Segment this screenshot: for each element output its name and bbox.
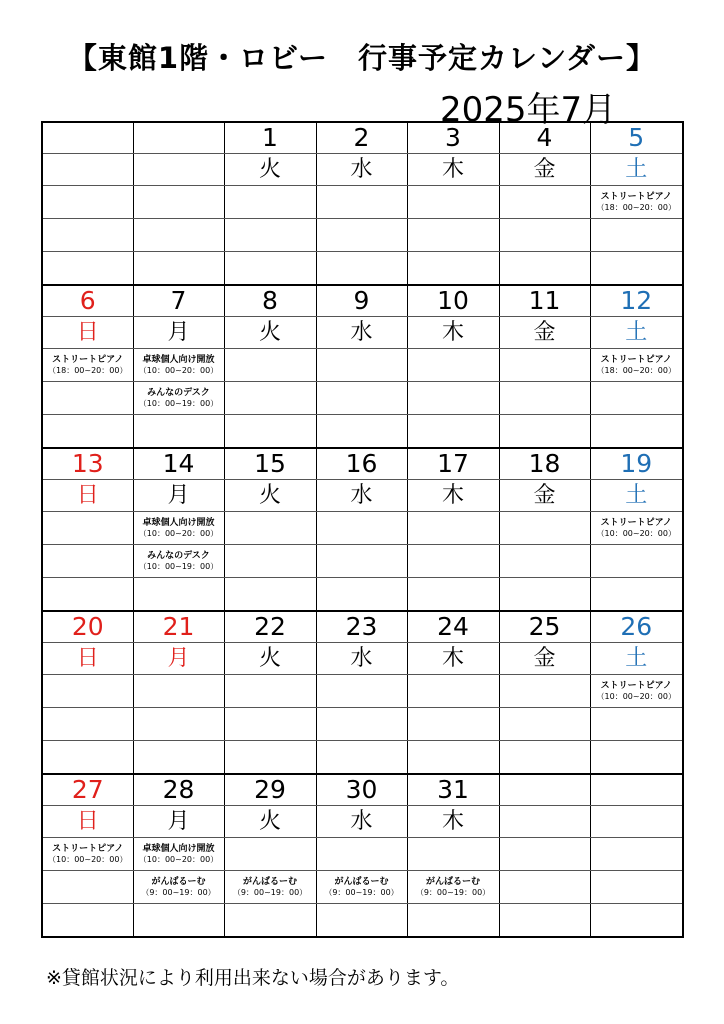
empty-cell <box>224 578 316 612</box>
weekday-label: 土 <box>590 480 683 512</box>
event-cell <box>133 349 224 382</box>
empty-cell <box>316 675 407 708</box>
week-day-number-row <box>42 448 683 480</box>
day-number: 10 <box>407 285 499 317</box>
event-row <box>42 512 683 545</box>
weekday-label: 木 <box>407 806 499 838</box>
empty-cell <box>499 871 590 904</box>
empty-cell <box>133 578 224 612</box>
empty-cell <box>316 186 407 219</box>
empty-cell <box>42 382 133 415</box>
empty-cell <box>590 415 683 449</box>
empty-cell <box>316 252 407 286</box>
week-weekday-row <box>42 154 683 186</box>
week-day-number-row <box>42 285 683 317</box>
event-row <box>42 545 683 578</box>
day-number: 8 <box>224 285 316 317</box>
empty-cell <box>224 838 316 871</box>
empty-cell <box>499 219 590 252</box>
day-number: 14 <box>133 448 224 480</box>
event-time: （10：00~20：00） <box>596 529 676 538</box>
event-row <box>42 186 683 219</box>
day-number: 20 <box>42 611 133 643</box>
event-time: （10：00~19：00） <box>138 399 219 408</box>
empty-cell <box>42 741 133 775</box>
event-time: （18：00~20：00） <box>596 366 676 375</box>
event-time: （9：00~19：00） <box>415 888 491 897</box>
day-number: 12 <box>590 285 683 317</box>
event-name: ストリートピアノ <box>52 844 124 854</box>
empty-cell <box>499 349 590 382</box>
empty-cell <box>499 838 590 871</box>
day-number: 15 <box>224 448 316 480</box>
event-name: がんばるーむ <box>151 877 206 887</box>
empty-cell <box>499 415 590 449</box>
empty-cell <box>316 578 407 612</box>
empty-cell <box>42 578 133 612</box>
weekday-label: 水 <box>316 643 407 675</box>
month-label: 2025年7月 <box>440 90 617 130</box>
day-number: 3 <box>407 122 499 154</box>
event-time: （10：00~20：00） <box>48 855 128 864</box>
empty-cell <box>407 675 499 708</box>
empty-cell <box>407 904 499 938</box>
week-weekday-row <box>42 317 683 349</box>
weekday-label: 土 <box>590 643 683 675</box>
weekday-label: 日 <box>42 643 133 675</box>
empty-cell <box>407 415 499 449</box>
day-number: 9 <box>316 285 407 317</box>
weekday-label <box>42 154 133 186</box>
day-number: 31 <box>407 774 499 806</box>
weekday-label: 月 <box>133 480 224 512</box>
event-name: ストリートピアノ <box>600 192 672 202</box>
weekday-label: 金 <box>499 643 590 675</box>
event-row <box>42 871 683 904</box>
week-weekday-row <box>42 806 683 838</box>
empty-cell <box>224 219 316 252</box>
weekday-label: 金 <box>499 317 590 349</box>
empty-cell <box>133 252 224 286</box>
day-number: 25 <box>499 611 590 643</box>
day-number: 29 <box>224 774 316 806</box>
empty-cell <box>224 904 316 938</box>
event-row <box>42 219 683 252</box>
empty-cell <box>499 512 590 545</box>
weekday-label <box>133 154 224 186</box>
day-number: 16 <box>316 448 407 480</box>
empty-cell <box>316 382 407 415</box>
empty-cell <box>316 545 407 578</box>
event-row <box>42 578 683 612</box>
page-title: 【東館1階・ロビー 行事予定カレンダー】 <box>67 41 657 75</box>
empty-cell <box>407 578 499 612</box>
event-row <box>42 904 683 938</box>
weekday-label <box>590 806 683 838</box>
empty-cell <box>407 252 499 286</box>
day-number: 18 <box>499 448 590 480</box>
empty-cell <box>224 382 316 415</box>
empty-cell <box>224 708 316 741</box>
day-number: 7 <box>133 285 224 317</box>
event-time: （9：00~19：00） <box>232 888 308 897</box>
day-number <box>133 122 224 154</box>
event-name: がんばるーむ <box>242 877 297 887</box>
empty-cell <box>590 382 683 415</box>
empty-cell <box>133 415 224 449</box>
calendar-grid <box>41 121 684 938</box>
weekday-label: 月 <box>133 806 224 838</box>
day-number: 24 <box>407 611 499 643</box>
event-name: みんなのデスク <box>147 388 210 398</box>
event-cell <box>133 382 224 415</box>
day-number: 23 <box>316 611 407 643</box>
event-row <box>42 838 683 871</box>
empty-cell <box>316 904 407 938</box>
empty-cell <box>407 512 499 545</box>
empty-cell <box>407 349 499 382</box>
event-cell <box>133 512 224 545</box>
weekday-label: 水 <box>316 806 407 838</box>
week-day-number-row <box>42 611 683 643</box>
empty-cell <box>499 904 590 938</box>
empty-cell <box>224 675 316 708</box>
event-name: ストリートピアノ <box>52 355 124 365</box>
day-number: 22 <box>224 611 316 643</box>
event-cell <box>133 871 224 904</box>
weekday-label: 木 <box>407 317 499 349</box>
empty-cell <box>42 219 133 252</box>
event-cell <box>42 838 133 871</box>
week-day-number-row <box>42 122 683 154</box>
day-number <box>590 774 683 806</box>
empty-cell <box>42 545 133 578</box>
empty-cell <box>316 512 407 545</box>
event-name: ストリートピアノ <box>600 355 672 365</box>
empty-cell <box>224 741 316 775</box>
event-time: （10：00~20：00） <box>138 855 219 864</box>
event-cell <box>590 186 683 219</box>
event-name: がんばるーむ <box>425 877 480 887</box>
weekday-label: 火 <box>224 154 316 186</box>
event-row <box>42 741 683 775</box>
empty-cell <box>133 675 224 708</box>
footer-note: ※貸館状況により利用出来ない場合があります。 <box>46 967 460 989</box>
day-number: 21 <box>133 611 224 643</box>
empty-cell <box>499 382 590 415</box>
weekday-label: 火 <box>224 317 316 349</box>
day-number: 17 <box>407 448 499 480</box>
day-number: 1 <box>224 122 316 154</box>
day-number: 27 <box>42 774 133 806</box>
empty-cell <box>42 708 133 741</box>
empty-cell <box>499 578 590 612</box>
day-number: 13 <box>42 448 133 480</box>
empty-cell <box>590 838 683 871</box>
weekday-label: 日 <box>42 317 133 349</box>
day-number: 28 <box>133 774 224 806</box>
empty-cell <box>407 545 499 578</box>
event-cell <box>407 871 499 904</box>
week-weekday-row <box>42 643 683 675</box>
empty-cell <box>224 415 316 449</box>
empty-cell <box>224 349 316 382</box>
event-name: 卓球個人向け開放 <box>142 355 215 365</box>
event-cell <box>590 675 683 708</box>
day-number: 30 <box>316 774 407 806</box>
empty-cell <box>407 186 499 219</box>
week-day-number-row <box>42 774 683 806</box>
empty-cell <box>590 741 683 775</box>
weekday-label: 日 <box>42 806 133 838</box>
weekday-label: 木 <box>407 480 499 512</box>
event-name: 卓球個人向け開放 <box>142 518 215 528</box>
weekday-label: 土 <box>590 317 683 349</box>
day-number: 2 <box>316 122 407 154</box>
empty-cell <box>42 512 133 545</box>
empty-cell <box>133 219 224 252</box>
empty-cell <box>499 252 590 286</box>
empty-cell <box>407 708 499 741</box>
empty-cell <box>499 708 590 741</box>
day-number: 11 <box>499 285 590 317</box>
event-time: （10：00~19：00） <box>138 562 219 571</box>
weekday-label: 水 <box>316 480 407 512</box>
empty-cell <box>590 708 683 741</box>
empty-cell <box>42 871 133 904</box>
weekday-label: 火 <box>224 480 316 512</box>
empty-cell <box>407 219 499 252</box>
weekday-label: 火 <box>224 806 316 838</box>
empty-cell <box>316 415 407 449</box>
day-number: 19 <box>590 448 683 480</box>
empty-cell <box>133 708 224 741</box>
day-number: 4 <box>499 122 590 154</box>
event-name: みんなのデスク <box>147 551 210 561</box>
weekday-label: 木 <box>407 643 499 675</box>
empty-cell <box>42 904 133 938</box>
day-number: 6 <box>42 285 133 317</box>
empty-cell <box>133 186 224 219</box>
empty-cell <box>499 675 590 708</box>
weekday-label: 木 <box>407 154 499 186</box>
weekday-label: 水 <box>316 154 407 186</box>
empty-cell <box>590 252 683 286</box>
event-row <box>42 382 683 415</box>
empty-cell <box>316 838 407 871</box>
event-row <box>42 675 683 708</box>
weekday-label: 金 <box>499 480 590 512</box>
empty-cell <box>590 578 683 612</box>
empty-cell <box>316 349 407 382</box>
empty-cell <box>42 186 133 219</box>
event-name: ストリートピアノ <box>600 681 672 691</box>
empty-cell <box>224 545 316 578</box>
event-time: （10：00~20：00） <box>138 366 219 375</box>
empty-cell <box>499 545 590 578</box>
event-name: 卓球個人向け開放 <box>142 844 215 854</box>
empty-cell <box>590 871 683 904</box>
event-row <box>42 349 683 382</box>
empty-cell <box>407 741 499 775</box>
event-time: （9：00~19：00） <box>324 888 399 897</box>
weekday-label: 水 <box>316 317 407 349</box>
day-number: 26 <box>590 611 683 643</box>
event-time: （10：00~20：00） <box>596 692 676 701</box>
event-row <box>42 415 683 449</box>
event-cell <box>42 349 133 382</box>
event-name: がんばるーむ <box>334 877 389 887</box>
event-cell <box>224 871 316 904</box>
weekday-label: 月 <box>133 643 224 675</box>
weekday-label: 日 <box>42 480 133 512</box>
event-name: ストリートピアノ <box>600 518 672 528</box>
empty-cell <box>224 512 316 545</box>
event-row <box>42 252 683 286</box>
event-cell <box>133 545 224 578</box>
week-weekday-row <box>42 480 683 512</box>
empty-cell <box>590 219 683 252</box>
empty-cell <box>316 741 407 775</box>
empty-cell <box>499 741 590 775</box>
empty-cell <box>316 708 407 741</box>
empty-cell <box>316 219 407 252</box>
event-row <box>42 708 683 741</box>
empty-cell <box>499 186 590 219</box>
event-time: （18：00~20：00） <box>48 366 128 375</box>
day-number: 5 <box>590 122 683 154</box>
event-cell <box>590 512 683 545</box>
empty-cell <box>42 252 133 286</box>
day-number <box>42 122 133 154</box>
empty-cell <box>224 186 316 219</box>
weekday-label: 月 <box>133 317 224 349</box>
event-cell <box>590 349 683 382</box>
weekday-label: 金 <box>499 154 590 186</box>
empty-cell <box>42 415 133 449</box>
event-time: （10：00~20：00） <box>138 529 219 538</box>
empty-cell <box>133 741 224 775</box>
event-time: （18：00~20：00） <box>596 203 676 212</box>
event-cell <box>316 871 407 904</box>
weekday-label: 火 <box>224 643 316 675</box>
empty-cell <box>590 545 683 578</box>
weekday-label: 土 <box>590 154 683 186</box>
event-cell <box>133 838 224 871</box>
empty-cell <box>42 675 133 708</box>
empty-cell <box>133 904 224 938</box>
empty-cell <box>407 838 499 871</box>
empty-cell <box>590 904 683 938</box>
empty-cell <box>407 382 499 415</box>
weekday-label <box>499 806 590 838</box>
empty-cell <box>224 252 316 286</box>
event-time: （9：00~19：00） <box>141 888 216 897</box>
day-number <box>499 774 590 806</box>
